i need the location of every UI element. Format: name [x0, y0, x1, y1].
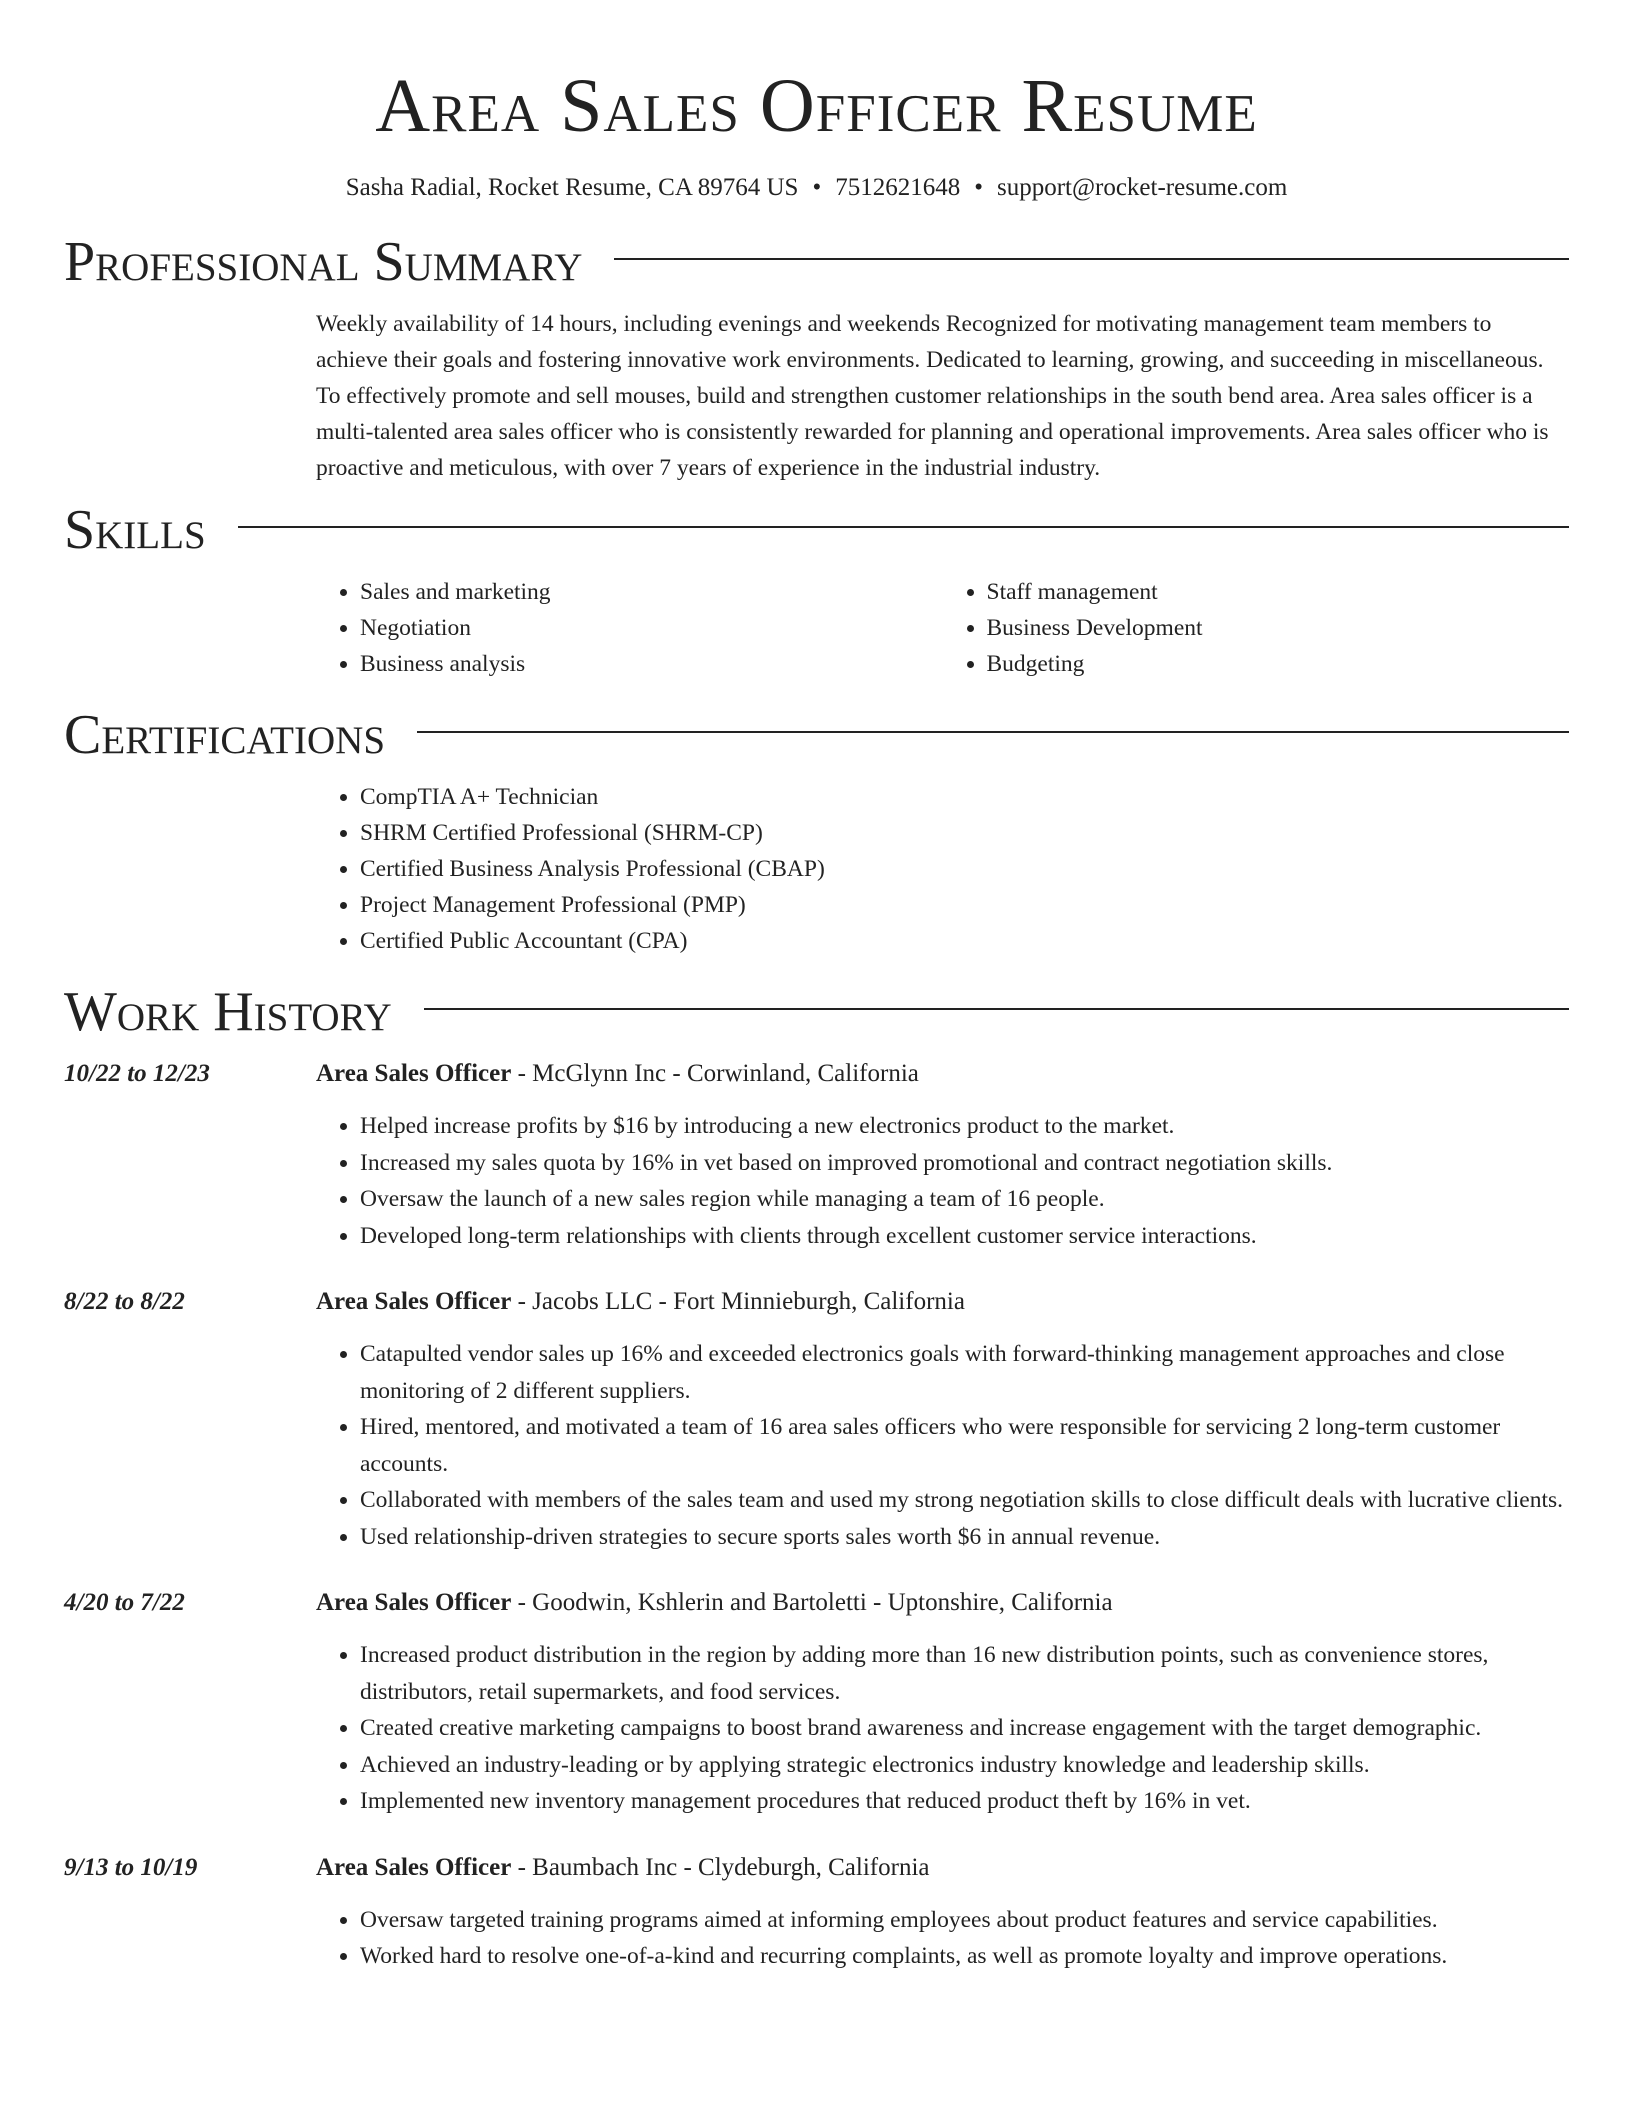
job-title: Area Sales Officer [316, 1060, 512, 1087]
section-heading-certifications [64, 703, 1569, 767]
certification-item: • Certified Public Accountant (CPA) [360, 923, 1569, 959]
job-bullets [316, 1902, 1569, 1975]
skill-item: • Business analysis [360, 646, 943, 682]
job-heading [316, 1850, 930, 1886]
job-employer: - Baumbach Inc - Clydeburgh, California [511, 1853, 930, 1881]
job-entry [64, 1850, 1569, 1975]
contact-email: support@rocket-resume.com [996, 174, 1288, 201]
skills-list [316, 574, 1569, 682]
contact-phone: 7512621648 [835, 174, 961, 201]
job-bullet: • Oversaw targeted training programs aimed at informing employees about product features and service capabilities. [360, 1902, 1569, 1939]
job-bullet: • Increased product distribution in the region by adding more than 16 new distribution points, such as convenience stores, distributors, retail supermarkets, and food services. [360, 1637, 1569, 1710]
summary-text: Weekly availability of 14 hours, including evenings and weekends Recognized for motivating management team members to achieve their goals and fostering innovative work environments. Dedicated to learning, growing, and succeeding in miscellaneous. To effectively promote and sell mouses, build and strengthen customer relationships in the south bend area. Area sales officer is a multi-talented area sales officer who is consistently rewarded for planning and operational improvements. Area sales officer who is proactive and meticulous, with over 7 years of experience in the industrial industry. [316, 311, 1549, 481]
job-employer: - McGlynn Inc - Corwinland, California [511, 1060, 919, 1087]
section-divider [238, 526, 1569, 528]
job-entry [64, 1284, 1569, 1555]
job-bullet: • Developed long-term relationships with clients through excellent customer service interactions. [360, 1218, 1569, 1255]
section-heading-text: Skills [64, 499, 206, 561]
section-divider [417, 731, 1569, 733]
contact-line [64, 172, 1569, 204]
job-bullet: • Increased my sales quota by 16% in vet based on improved promotional and contract negotiation skills. [360, 1145, 1569, 1182]
resume-title: Area Sales Officer Resume [375, 64, 1258, 148]
job-title: Area Sales Officer [316, 1853, 512, 1881]
section-heading-skills [64, 498, 1569, 562]
job-dates: 8/22 to 8/22 [64, 1288, 185, 1315]
certification-item: • CompTIA A+ Technician [360, 779, 1569, 815]
job-heading [316, 1585, 1113, 1621]
section-divider [614, 258, 1569, 260]
contact-separator: • [812, 174, 822, 201]
job-bullet: • Used relationship-driven strategies to secure sports sales worth $6 in annual revenue. [360, 1519, 1569, 1556]
job-bullet: • Hired, mentored, and motivated a team of 16 area sales officers who were responsible for servicing 2 long-term customer accounts. [360, 1409, 1569, 1482]
skill-item: • Negotiation [360, 610, 943, 646]
job-bullet: • Helped increase profits by $16 by introducing a new electronics product to the market. [360, 1108, 1569, 1145]
certification-item: • Project Management Professional (PMP) [360, 887, 1569, 923]
job-bullet: • Worked hard to resolve one-of-a-kind and recurring complaints, as well as promote loyalty and improve operations. [360, 1938, 1569, 1975]
job-bullet: • Collaborated with members of the sales team and used my strong negotiation skills to close difficult deals with lucrative clients. [360, 1482, 1569, 1519]
job-dates: 9/13 to 10/19 [64, 1853, 198, 1881]
certification-item: • SHRM Certified Professional (SHRM-CP) [360, 815, 1569, 851]
contact-name-address: Sasha Radial, Rocket Resume, CA 89764 US [345, 174, 799, 201]
job-bullet: • Implemented new inventory management procedures that reduced product theft by 16% in vet. [360, 1783, 1569, 1820]
skill-item: • Budgeting [987, 646, 1570, 682]
certification-item: • Certified Business Analysis Professional (CBAP) [360, 851, 1569, 887]
job-bullets [316, 1108, 1569, 1254]
job-bullet: • Oversaw the launch of a new sales region while managing a team of 16 people. [360, 1181, 1569, 1218]
section-heading-text: Professional Summary [64, 231, 583, 293]
certifications-bullets [316, 779, 1569, 959]
section-heading-work-history [64, 980, 1569, 1044]
skill-item: • Business Development [987, 610, 1570, 646]
job-employer: - Goodwin, Kshlerin and Bartoletti - Uptonshire, California [511, 1589, 1113, 1616]
job-header [64, 1056, 1569, 1092]
job-heading [316, 1056, 919, 1092]
job-title: Area Sales Officer [316, 1589, 512, 1616]
job-bullet: • Created creative marketing campaigns to boost brand awareness and increase engagement with the target demographic. [360, 1710, 1569, 1747]
skill-item: • Sales and marketing [360, 574, 943, 610]
skill-item: • Staff management [987, 574, 1570, 610]
contact-separator: • [974, 174, 983, 201]
job-bullet: • Catapulted vendor sales up 16% and exceeded electronics goals with forward-thinking management approaches and close monitoring of 2 different suppliers. [360, 1336, 1569, 1409]
skills-column-right [943, 574, 1570, 682]
job-header [64, 1585, 1569, 1621]
job-title: Area Sales Officer [316, 1288, 512, 1315]
job-bullets [316, 1637, 1569, 1820]
job-entry [64, 1056, 1569, 1254]
section-heading-text: Work History [64, 981, 392, 1043]
job-dates: 4/20 to 7/22 [64, 1589, 185, 1616]
job-dates: 10/22 to 12/23 [64, 1060, 210, 1087]
section-divider [424, 1008, 1569, 1010]
job-heading [316, 1284, 965, 1320]
job-header [64, 1284, 1569, 1320]
section-heading-summary [64, 230, 1569, 294]
skills-column-left [316, 574, 943, 682]
job-employer: - Jacobs LLC - Fort Minnieburgh, California [511, 1288, 965, 1315]
job-entry [64, 1585, 1569, 1820]
section-heading-text: Certifications [64, 704, 386, 766]
job-bullets [316, 1336, 1569, 1555]
job-header [64, 1850, 1569, 1886]
certifications-list [316, 779, 1569, 959]
job-bullet: • Achieved an industry-leading or by applying strategic electronics industry knowledge and leadership skills. [360, 1747, 1569, 1784]
